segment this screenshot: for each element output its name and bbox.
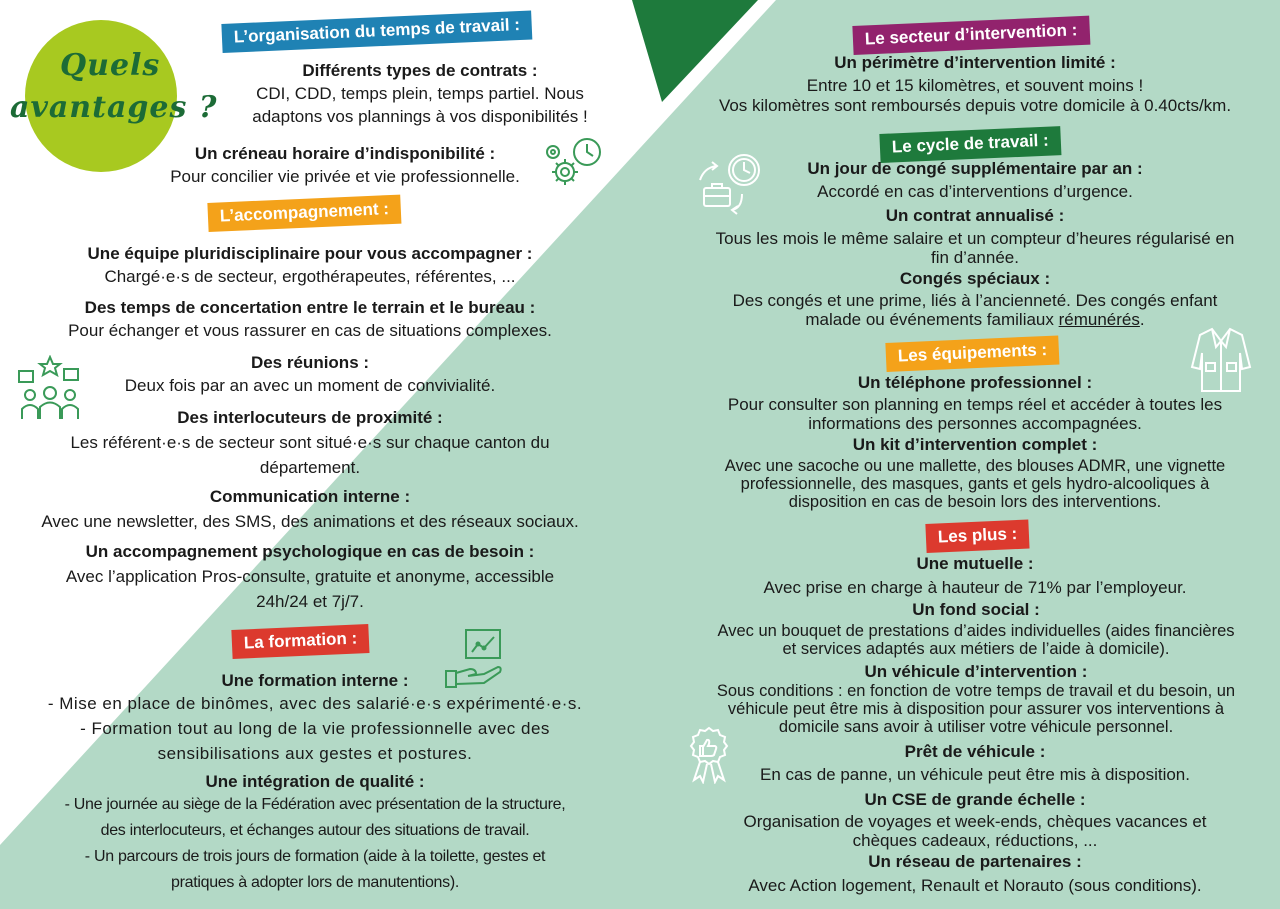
text: fin d’année. xyxy=(931,248,1019,267)
lab-coat-icon xyxy=(1190,327,1252,393)
item-equipe xyxy=(20,243,600,287)
item-contrat-annualise xyxy=(680,205,1270,266)
text: 24h/24 et 7j/7. xyxy=(256,592,364,611)
item-psychologique xyxy=(10,541,610,612)
heading: Prêt de véhicule : xyxy=(904,742,1046,761)
text: Sous conditions : en fonction de votre temps de travail et du besoin, un xyxy=(716,682,1236,700)
text: - Une journée au siège de la Fédération avec présentation de la structure, xyxy=(64,796,566,813)
gears-clock-icon xyxy=(543,134,607,194)
text: Vos kilomètres sont remboursés depuis votre domicile à 0.40cts/km. xyxy=(718,96,1232,115)
presentation-hand-icon xyxy=(444,627,504,689)
heading: Une mutuelle : xyxy=(916,554,1034,573)
heading: Un kit d’intervention complet : xyxy=(852,435,1098,454)
text: Avec une sacoche ou une mallette, des blouses ADMR, une vignette xyxy=(724,457,1226,475)
text: Avec l’application Pros-consulte, gratuite et anonyme, accessible xyxy=(65,567,555,586)
text: Accordé en cas d’interventions d’urgence. xyxy=(817,182,1133,201)
item-communication xyxy=(10,486,610,532)
heading: Un contrat annualisé : xyxy=(885,206,1065,225)
item-interlocuteurs xyxy=(20,407,600,478)
text: Les référent·e·s de secteur sont situé·e·s sur chaque canton du xyxy=(70,433,550,452)
team-meeting-icon xyxy=(16,355,84,421)
item-pret-vehicule xyxy=(680,741,1270,785)
text: Entre 10 et 15 kilomètres, et souvent moins ! xyxy=(806,76,1144,95)
item-creneau xyxy=(130,143,560,187)
text: CDI, CDD, temps plein, temps partiel. Nous xyxy=(256,84,584,103)
briefcase-clock-icon xyxy=(698,150,768,216)
item-kit xyxy=(680,434,1270,511)
heading: Congés spéciaux : xyxy=(899,269,1051,288)
text: professionnelle, des masques, gants et gels hydro-alcooliques à xyxy=(740,475,1210,493)
heading: Un réseau de partenaires : xyxy=(868,852,1082,871)
heading: Une formation interne : xyxy=(221,671,409,690)
text: adaptons vos plannings à vos disponibilités ! xyxy=(252,107,588,126)
item-telephone xyxy=(680,372,1270,432)
text: domicile sans avoir à utiliser votre véhicule personnel. xyxy=(778,718,1174,736)
text: Avec une newsletter, des SMS, des animations et des réseaux sociaux. xyxy=(41,512,579,531)
heading: Un véhicule d’intervention : xyxy=(864,662,1088,681)
text: Pour échanger et vous rassurer en cas de situations complexes. xyxy=(68,321,552,340)
item-cse xyxy=(680,789,1270,850)
text: Des congés et une prime, liés à l’ancienneté. Des congés enfant xyxy=(732,291,1218,310)
text: sensibilisations aux gestes et postures. xyxy=(157,744,473,763)
text: Avec prise en charge à hauteur de 71% par l’employeur. xyxy=(763,578,1187,597)
text: département. xyxy=(259,458,361,477)
text: - Mise en place de binômes, avec des salarié·e·s expérimenté·e·s. xyxy=(47,694,583,713)
item-perimetre xyxy=(680,52,1270,116)
text: Chargé·e·s de secteur, ergothérapeutes, référentes, ... xyxy=(104,267,516,286)
text: véhicule peut être mis à disposition pour assurer vos interventions à xyxy=(727,700,1225,718)
text: Avec Action logement, Renault et Norauto (sous conditions). xyxy=(748,876,1202,895)
text: Avec un bouquet de prestations d’aides individuelles (aides financières xyxy=(717,622,1235,640)
text: disposition en cas de besoin lors des interventions. xyxy=(788,493,1162,511)
section-title-organisation: L’organisation du temps de travail : xyxy=(221,10,532,53)
text: malade ou événements familiaux xyxy=(805,310,1054,329)
text: pratiques à adopter lors de manutentions). xyxy=(170,874,460,891)
badge-line2: avantages ? xyxy=(10,90,218,125)
text: chèques cadeaux, réductions, ... xyxy=(852,831,1098,850)
heading: Un CSE de grande échelle : xyxy=(864,790,1086,809)
heading: Un jour de congé supplémentaire par an : xyxy=(807,159,1143,178)
text: Pour consulter son planning en temps réel et accéder à toutes les xyxy=(727,395,1223,414)
text: - Un parcours de trois jours de formation (aide à la toilette, gestes et xyxy=(84,848,546,865)
heading: Différents types de contrats : xyxy=(302,61,538,80)
heading: Un téléphone professionnel : xyxy=(857,373,1093,392)
heading: Un accompagnement psychologique en cas de besoin : xyxy=(85,542,535,561)
text: En cas de panne, un véhicule peut être mis à disposition. xyxy=(760,765,1190,784)
heading: Des interlocuteurs de proximité : xyxy=(177,408,443,427)
badge-line1: Quels xyxy=(60,48,161,83)
text: - Formation tout au long de la vie professionnelle avec des xyxy=(80,719,550,738)
item-partenaires xyxy=(680,851,1270,896)
section-title-plus: Les plus : xyxy=(925,520,1030,553)
item-reunions xyxy=(20,352,600,396)
underlined-word: rémunérés xyxy=(1058,310,1140,329)
heading: Une intégration de qualité : xyxy=(205,772,425,791)
item-vehicule-intervention xyxy=(676,661,1276,736)
thumbs-up-award-icon xyxy=(686,726,732,784)
text: Deux fois par an avec un moment de convivialité. xyxy=(124,376,496,395)
text: Organisation de voyages et week-ends, chèques vacances et xyxy=(743,812,1207,831)
text: des interlocuteurs, et échanges autour des situations de travail. xyxy=(100,822,530,839)
item-formation-interne xyxy=(10,670,620,766)
item-fond-social xyxy=(676,599,1276,658)
heading: Une équipe pluridisciplinaire pour vous accompagner : xyxy=(87,244,533,263)
heading: Des temps de concertation entre le terrain et le bureau : xyxy=(84,298,536,317)
heading: Un créneau horaire d’indisponibilité : xyxy=(194,144,496,163)
item-conges-speciaux xyxy=(680,268,1270,329)
item-concertation xyxy=(20,297,600,341)
item-integration xyxy=(10,771,620,896)
text: Pour concilier vie privée et vie professionnelle. xyxy=(170,167,520,186)
section-title-formation: La formation : xyxy=(231,624,369,659)
item-mutuelle xyxy=(680,553,1270,598)
item-conge xyxy=(680,158,1270,202)
section-title-secteur: Le secteur d’intervention : xyxy=(852,16,1090,55)
text: Tous les mois le même salaire et un compteur d’heures régularisé en xyxy=(715,229,1235,248)
text: et services adaptés aux métiers de l’aide à domicile). xyxy=(782,640,1170,658)
text-tail: . xyxy=(1139,310,1145,329)
heading: Communication interne : xyxy=(209,487,411,506)
text-line xyxy=(680,311,1270,329)
section-title-accompagnement: L’accompagnement : xyxy=(207,195,401,232)
section-title-equipements: Les équipements : xyxy=(885,335,1059,372)
text: informations des personnes accompagnées. xyxy=(808,414,1142,433)
heading: Des réunions : xyxy=(250,353,370,372)
heading: Un fond social : xyxy=(912,600,1040,619)
heading: Un périmètre d’intervention limité : xyxy=(834,53,1116,72)
item-contrats xyxy=(210,60,630,127)
section-title-cycle: Le cycle de travail : xyxy=(879,126,1061,163)
